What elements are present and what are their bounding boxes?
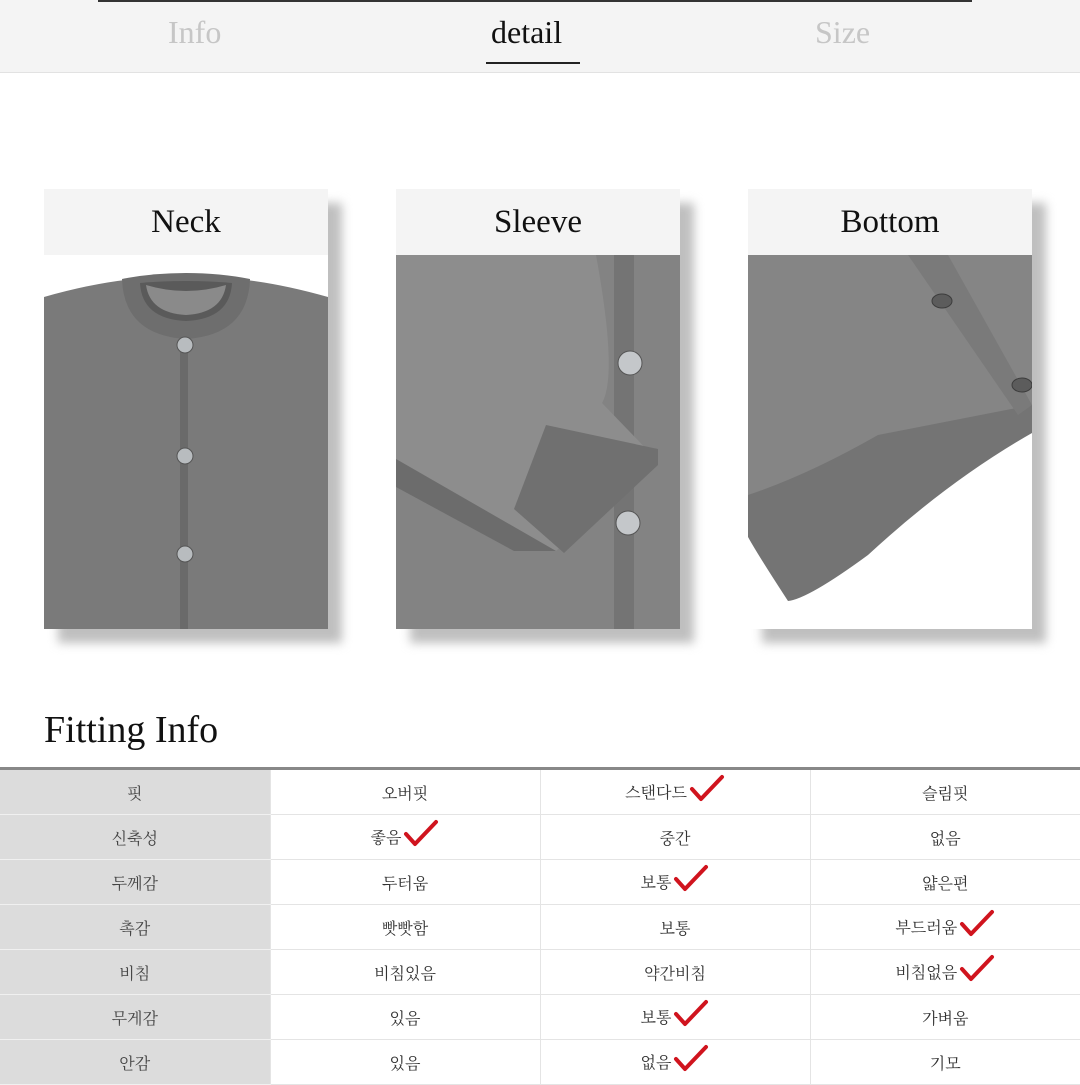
option-cell: [810, 950, 1080, 995]
option-cell: [270, 905, 540, 950]
row-label: 비침: [0, 950, 270, 995]
option-cell: [810, 770, 1080, 815]
row-label: 안감: [0, 1040, 270, 1085]
option-label: 보통: [640, 873, 672, 893]
option-cell: [540, 1040, 810, 1085]
fitting-info-title: Fitting Info: [44, 709, 219, 751]
option-cell: [270, 770, 540, 815]
option-label: 있음: [389, 1008, 421, 1028]
red-checkmark-icon: [403, 819, 439, 849]
option-label: 중간: [659, 828, 691, 848]
top-divider: [98, 0, 972, 2]
option-cell: [810, 1040, 1080, 1085]
option-cell: [810, 995, 1080, 1040]
red-checkmark-icon: [689, 774, 725, 804]
tab-info[interactable]: Info: [168, 14, 222, 50]
row-label: 무게감: [0, 995, 270, 1040]
option-label: 기모: [929, 1053, 961, 1073]
card-title: Bottom: [748, 189, 1032, 255]
table-row: [0, 950, 1080, 995]
option-cell: [270, 995, 540, 1040]
option-label: 보통: [640, 1008, 672, 1028]
option-cell: [540, 995, 810, 1040]
option-cell: [540, 815, 810, 860]
option-label: 비침없음: [895, 963, 958, 983]
option-label: 좋음: [370, 828, 402, 848]
red-checkmark-icon: [673, 999, 709, 1029]
cardigan-bottom-photo: [748, 255, 1032, 629]
option-cell: [270, 1040, 540, 1085]
option-cell: [810, 905, 1080, 950]
table-row: [0, 815, 1080, 860]
cardigan-sleeve-photo: [396, 255, 680, 629]
red-checkmark-icon: [673, 1044, 709, 1074]
option-cell: [270, 950, 540, 995]
cardigan-neck-photo: [44, 255, 328, 629]
active-tab-underline: [486, 62, 580, 64]
option-cell: [540, 950, 810, 995]
option-label: 보통: [659, 918, 691, 938]
table-row: [0, 995, 1080, 1040]
table-row: [0, 905, 1080, 950]
option-label: 빳빳함: [381, 918, 429, 938]
row-label: 두께감: [0, 860, 270, 905]
option-label: 스탠다드: [625, 783, 687, 803]
option-label: 없음: [929, 828, 961, 848]
tab-size[interactable]: Size: [815, 14, 871, 50]
row-label: 핏: [0, 770, 270, 815]
option-cell: [270, 815, 540, 860]
table-row: [0, 860, 1080, 905]
option-label: 있음: [389, 1053, 421, 1073]
option-label: 비침있음: [374, 963, 436, 983]
red-checkmark-icon: [959, 909, 995, 939]
card-title: Neck: [44, 189, 328, 255]
fitting-info-table: [0, 770, 1080, 1085]
option-label: 슬림핏: [922, 783, 969, 803]
row-label: 촉감: [0, 905, 270, 950]
option-label: 두터움: [381, 873, 429, 893]
option-cell: [270, 860, 540, 905]
option-cell: [540, 905, 810, 950]
option-cell: [540, 770, 810, 815]
option-label: 부드러움: [895, 918, 958, 938]
red-checkmark-icon: [673, 864, 709, 894]
option-label: 가벼움: [922, 1008, 969, 1028]
table-row: [0, 1040, 1080, 1085]
option-label: 오버핏: [381, 783, 429, 803]
option-label: 없음: [640, 1053, 672, 1073]
option-cell: [810, 815, 1080, 860]
option-cell: [810, 860, 1080, 905]
row-label: 신축성: [0, 815, 270, 860]
option-label: 약간비침: [644, 963, 706, 983]
card-title: Sleeve: [396, 189, 680, 255]
table-row: [0, 770, 1080, 815]
option-label: 얇은편: [922, 873, 969, 893]
option-cell: [540, 860, 810, 905]
red-checkmark-icon: [959, 954, 995, 984]
tab-bar: [0, 0, 1080, 73]
tab-detail[interactable]: detail: [491, 14, 563, 50]
